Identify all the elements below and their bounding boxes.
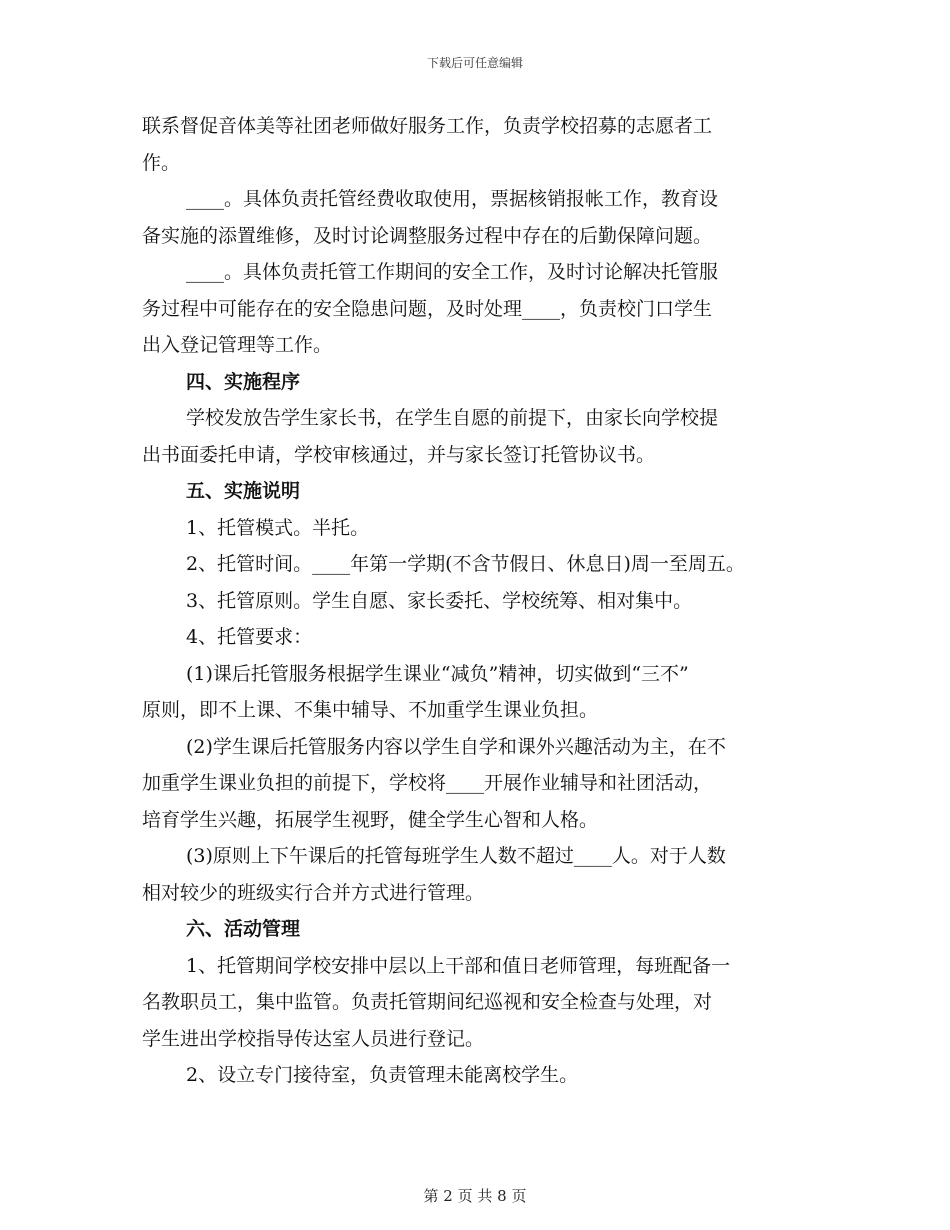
text-line: 2、托管时间。____年第一学期(不含节假日、休息日)周一至周五。 (186, 553, 745, 575)
text-line: 2、设立专门接待室，负责管理未能离校学生。 (186, 1064, 579, 1086)
text-line: (2)学生课后托管服务内容以学生自学和课外兴趣活动为主，在不 (186, 735, 726, 758)
text-line: 加重学生课业负担的前提下，学校将____开展作业辅导和社团活动， (142, 772, 713, 794)
text-line: 3、托管原则。学生自愿、家长委托、学校统筹、相对集中。 (186, 589, 693, 612)
text-line: (3)原则上下午课后的托管每班学生人数不超过____人。对于人数 (186, 845, 726, 867)
text-line: ____。具体负责托管工作期间的安全工作，及时讨论解决托管服 (186, 261, 719, 283)
text-line: 作。 (142, 151, 181, 174)
section-heading: 四、实施程序 (186, 370, 301, 393)
text-line: 相对较少的班级实行合并方式进行管理。 (142, 881, 485, 904)
text-line: 1、托管期间学校安排中层以上干部和值日老师管理，每班配备一 (186, 954, 731, 977)
text-line: 原则，即不上课、不集中辅导、不加重学生课业负担。 (142, 699, 599, 721)
text-line: 4、托管要求： (186, 626, 313, 648)
text-line: (1)课后托管服务根据学生课业“减负”精神，切实做到“三不” (186, 662, 689, 685)
text-line: 1、托管模式。半托。 (186, 516, 370, 539)
section-heading: 六、活动管理 (186, 918, 301, 940)
text-line: 备实施的添置维修，及时讨论调整服务过程中存在的后勤保障问题。 (142, 224, 713, 247)
text-line: 学生进出学校指导传达室人员进行登记。 (142, 1027, 485, 1050)
page-footer: 第 2 页 共 8 页 (423, 1187, 527, 1205)
page-header: 下载后可任意编辑 (426, 56, 523, 70)
text-line: 联系督促音体美等社团老师做好服务工作，负责学校招募的志愿者工 (142, 115, 713, 137)
text-line: 学校发放告学生家长书，在学生自愿的前提下，由家长向学校提 (186, 407, 719, 429)
text-line: 出入登记管理等工作。 (142, 334, 333, 356)
text-line: 名教职员工，集中监管。负责托管期间纪巡视和安全检查与处理，对 (142, 991, 713, 1013)
section-heading: 五、实施说明 (186, 480, 301, 502)
text-line: 出书面委托申请，学校审核通过，并与家长签订托管协议书。 (142, 443, 656, 466)
text-line: ____。具体负责托管经费收取使用，票据核销报帐工作，教育设 (186, 188, 719, 210)
document-body (142, 108, 822, 1094)
text-line: 务过程中可能存在的安全隐患问题，及时处理____，负责校门口学生 (142, 297, 713, 320)
text-line: 培育学生兴趣，拓展学生视野，健全学生心智和人格。 (142, 808, 599, 831)
